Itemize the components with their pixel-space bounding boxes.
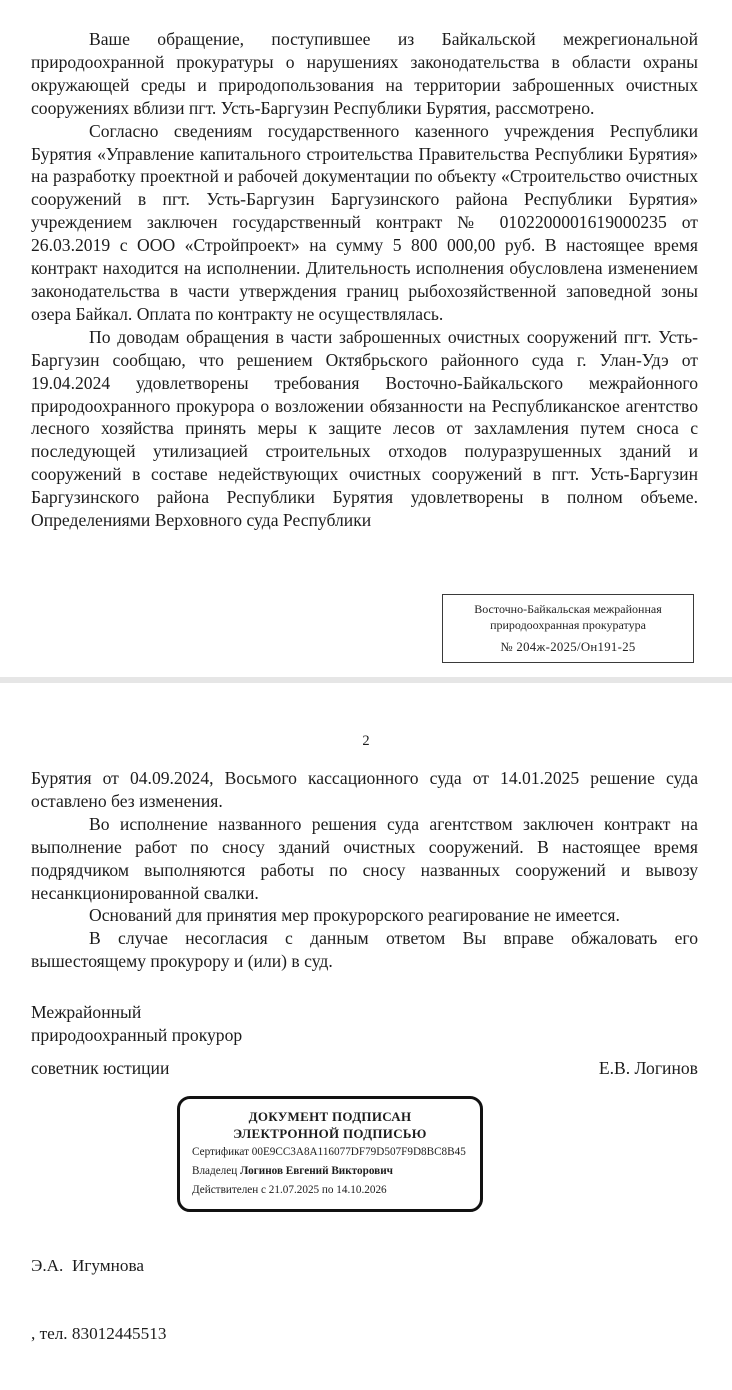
paragraph: Бурятия от 04.09.2024, Восьмого кассационного суда от 14.01.2025 решение суда оставлено без изменения. [31,768,698,811]
stamp-org-line1: Восточно-Байкальская межрайонная [474,602,662,616]
esign-title-line2: ЭЛЕКТРОННОЙ ПОДПИСЬЮ [233,1126,427,1141]
prosecutor-office-stamp [442,594,694,663]
paragraph: В случае несогласия с данным ответом Вы вправе обжаловать его вышестоящему прокурору и (или) в суд. [31,928,698,972]
signer-position-line2: природоохранный прокурор [31,1025,243,1045]
signer-position-line1: Межрайонный [31,1002,142,1022]
paragraph: Согласно сведениям государственного казенного учреждения Республики Бурятия «Управление капитального строительства Правительства Республики Бурятия» на разработку проектной и рабочей документации по объекту «Строительство очистных сооружений в пгт. Усть-Баргузин Баргузинского района Республики Бурятия» учреждением заключен государственный контракт № 0102200001619000235 от 26.03.2019 с ООО «Стройпроект» на сумму 5 800 000,00 руб. В настоящее время контракт находится на исполнении. Длительность исполнения обусловлена изменением законодательства в части утверждения границ рыбохозяйственной заповедной зоны озера Байкал. Оплата по контракту не осуществлялась. [31,120,698,324]
document-page-2 [0,683,732,1343]
paragraph: Оснований для принятия мер прокурорского реагирование не имеется. [89,905,620,926]
esign-owner-label: Владелец [192,1165,238,1177]
page-number: 2 [362,733,370,749]
signer-rank: советник юстиции [31,1058,170,1078]
esign-certificate-label: Сертификат [192,1146,249,1158]
esign-validity-row: Действителен с 21.07.2025 по 14.10.2026 [192,1184,387,1196]
esign-title-line1: ДОКУМЕНТ ПОДПИСАН [248,1109,412,1124]
paragraph: Ваше обращение, поступившее из Байкальской межрегиональной природоохранной прокуратуры о нарушениях законодательства в области охраны окружающей среды и природопользования на территории заброшенных очистных сооружениях вблизи пгт. Усть-Баргузин Республики Бурятия, рассмотрено. [31,29,698,118]
page2-body-text [31,767,698,973]
paragraph: Во исполнение названного решения суда агентством заключен контракт на выполнение работ по сносу зданий очистных сооружений. В настоящее время подрядчиком выполняются работы по сносу названных сооружений и вывозу несанкционированной свалки. [31,813,698,903]
stamp-org-line2: природоохранная прокуратура [490,617,646,632]
paragraph: По доводам обращения в части заброшенных очистных сооружений пгт. Усть-Баргузин сообщаю, что решением Октябрьского районного суда г. Улан-Удэ от 19.04.2024 удовлетворены требования Восточно-Байкальского межрайонного природоохранного прокурора о возложении обязанности на Республиканское агентство лесного хозяйства принять меры к защите лесов от захламления путем сноса с последующей утилизацией строительных отходов полуразрушенных зданий и сооружений в составе недействующих очистных сооружений в пгт. Усть-Баргузин Баргузинского района Республики Бурятия удовлетворены в полном объеме. Определениями Верховного суда Республики [31,326,698,531]
esign-certificate-value: 00E9CC3A8A116077DF79D507F9D8BC8B45 [251,1146,466,1158]
executor-phone: , тел. 83012445513 [31,1323,167,1343]
electronic-signature-stamp [177,1096,483,1212]
document-page-1 [0,0,732,677]
executor-name: Э.А. Игумнова [31,1256,144,1275]
page1-body-text [31,28,698,532]
esign-certificate-row [192,1144,468,1161]
stamp-document-number: № 204ж-2025/Он191-25 [500,640,636,654]
signer-name: Е.В. Логинов [598,1058,698,1078]
esign-owner-row [192,1163,468,1180]
executor-contact-info [31,1210,166,1390]
esign-owner-name: Логинов Евгений Викторович [240,1165,393,1177]
signature-block [31,1001,698,1080]
